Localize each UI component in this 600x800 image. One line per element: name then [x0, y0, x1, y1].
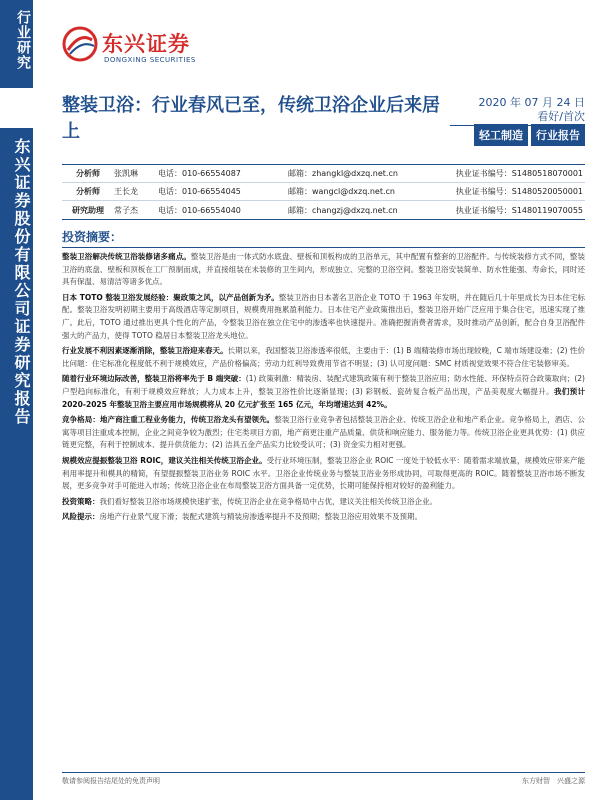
- report-title: 整装卫浴：行业春风已至，传统卫浴企业后来居上: [62, 95, 440, 142]
- paragraph-text: 整装卫浴是由一体式防水底盘、壁板和顶板构成的卫浴单元，其中配置有整套的卫浴配件。与传统装修方式不同，整装卫浴的底盘、壁板和顶板在工厂预制而成，并直接组装在未装修的卫生间内，形成独立、完整的卫浴空间。整装卫浴安装简单、防水性能强、寿命长，同时还具有保温、易清洁等诸多优点。: [62, 252, 585, 287]
- analyst-email: 邮箱：changzj@dxzq.net.cn: [288, 205, 398, 215]
- analyst-role: 分析师: [76, 169, 100, 178]
- logo-name-en: DONGXING SECURITIES: [104, 56, 196, 64]
- tag-industry: 轻工制造: [474, 124, 528, 146]
- analyst-row: [62, 201, 585, 219]
- section-heading: 投资摘要：: [62, 228, 585, 248]
- tag-report-type: 行业报告: [531, 124, 585, 146]
- analyst-row: [62, 183, 585, 201]
- paragraph-lead: 随着行业环境边际改善，整装卫浴将率先于 B 端突破：: [62, 374, 246, 384]
- sidebar: [0, 0, 33, 800]
- report-tags: [441, 124, 585, 146]
- analyst-email: 邮箱：zhangkl@dxzq.net.cn: [288, 169, 398, 178]
- footer-disclaimer: 敬请参阅报告结尾处的免责声明: [62, 777, 160, 785]
- analyst-phone: 电话：010-66554045: [158, 187, 241, 196]
- sidebar-category-label: 行业研究: [15, 10, 31, 70]
- paragraph-lead: 投资策略：: [62, 496, 100, 506]
- paragraph-lead: 整装卫浴解决传统卫浴装修诸多痛点。: [62, 252, 191, 261]
- paragraph-lead: 风险提示：: [62, 512, 100, 522]
- paragraph-text: 整装卫浴由日本著名卫浴企业 TOTO 于 1963 年发明，并在随后几十年里成长为日本住宅标配。整装卫浴发明初期主要用于高级酒店等定制项目，规模费用拖累盈利能力。日本住宅产业政策推出后，整装卫浴开始广泛应用于集合住宅，迅速实现了推广。此后，TOTO 通过推出更具个性化的产品，令整装卫浴在独立住宅中的渗透率也快速提升。准确把握消费者需求，及时推动产品创新，配合自身卫浴配件强大的产品力，使得 TOTO 稳居日本整装卫浴龙头地位。: [62, 292, 585, 340]
- footer-slogan: 东方财智 兴盛之源: [522, 777, 585, 785]
- paragraph-text: 受行业环境压制，整装卫浴企业 ROIC 一度处于较低水平：随着需求端放量，规模效应带来产能利用率提升和模具的精简，有望提振整装卫浴业务 ROIC 水平。卫浴企业传统业务与整装卫浴业务形成协同，可取得更高的 ROIC。随着整装卫浴市场不断发展，更多竞争对手可能进入市场；传统卫浴企业在布局整装卫浴方面具备一定优势，长期可能保持相对较好的盈利能力。: [62, 455, 585, 491]
- logo-name-cn: 东兴证券: [102, 32, 190, 56]
- analyst-name: 王长龙: [114, 187, 138, 196]
- paragraph-text: 整装卫浴行业竞争者包括整装卫浴企业、传统卫浴企业和地产系企业。竞争格局上，酒店、公寓等项目注重成本控制，企业之间竞争较为激烈；住宅类项目方面，地产商更注重产品质量、供货和响应能力、服务能力等。传统卫浴企业更具优势：(1) 供应链更完整，有利于控制成本、提升供货能力；(2) 洁具五金产品实力比较受认可；(3) 资金实力相对更强。: [62, 415, 586, 450]
- summary-paragraph: [62, 455, 585, 493]
- analyst-row: [62, 165, 585, 183]
- analyst-cert: 执业证书编号：S1480518070001: [455, 169, 583, 178]
- paragraph-lead: 行业发展不利因素逐渐消除，整装卫浴迎来春天。: [62, 346, 228, 356]
- analyst-name: 常子杰: [114, 205, 138, 215]
- analyst-role: 分析师: [76, 187, 100, 196]
- summary-paragraph: [62, 511, 585, 524]
- page-footer: [62, 772, 585, 788]
- report-rating: 看好/首次: [450, 108, 585, 126]
- paragraph-text: 房地产行业景气度下滑；装配式建筑与精装房渗透率提升不及预期；整装卫浴应用效果不及预期。: [99, 512, 422, 522]
- summary-body: [62, 251, 585, 527]
- summary-paragraph: [62, 414, 585, 452]
- paragraph-text: (1) 政策刺激：精装房、装配式建筑政策有利于整装卫浴应用；防水性能、环保特点符合政策取向；(2) 户型趋向标准化，有利于规模效应释放；人力成本上升，整装卫浴性价比逐渐显现；(3) 彩钢板、瓷砖复合板产品出现，产品美观度大幅提升。: [62, 374, 585, 396]
- summary-paragraph: [62, 292, 585, 342]
- summary-paragraph: [62, 373, 585, 411]
- summary-paragraph: [62, 496, 585, 509]
- paragraph-lead: 规模效应提振整装卫浴 ROIC，建议关注相关传统卫浴企业。: [62, 455, 267, 465]
- analyst-email: 邮箱：wangcl@dxzq.net.cn: [288, 187, 395, 196]
- paragraph-text: 长期以来，我国整装卫浴渗透率很低，主要由于：(1) B 端精装修市场出现较晚，C 端市场建设难；(2) 性价比问题：住宅标准化程度低不利于规模效应，产品价格偏高；劳动力红利导致费用节省不明显；(3) 认可度问题：SMC 材质视觉效果不符合住宅装修审美。: [62, 346, 585, 368]
- paragraph-conclusion: 我们预计 2020-2025 年整装卫浴主要应用市场规模将从 20 亿元扩张至 165 亿元，年均增速达到 42%。: [62, 386, 585, 409]
- paragraph-lead: 日本 TOTO 整装卫浴发展经验：聚政策之风，以产品创新为矛。: [62, 292, 279, 302]
- summary-paragraph: [62, 251, 585, 289]
- paragraph-lead: 竞争格局：地产商注重工程业务能力，传统卫浴龙头有望领先。: [62, 415, 275, 425]
- analyst-phone: 电话：010-66554087: [158, 169, 241, 178]
- paragraph-text: 我们看好整装卫浴市场规模快速扩张，传统卫浴企业在竞争格局中占优，建议关注相关传统卫浴企业。: [99, 496, 437, 506]
- logo-mark-icon: [62, 26, 98, 62]
- company-logo: [62, 26, 232, 72]
- analyst-table: [62, 164, 585, 220]
- sidebar-company-label: 东兴证券股份有限公司证券研究报告: [12, 138, 31, 426]
- analyst-phone: 电话：010-66554040: [158, 205, 241, 215]
- summary-paragraph: [62, 345, 585, 370]
- analyst-name: 张凯琳: [114, 169, 138, 178]
- analyst-cert: 执业证书编号：S1480119070055: [455, 205, 583, 215]
- report-date: 2020 年 07 月 24 日: [478, 96, 585, 109]
- analyst-cert: 执业证书编号：S1480520050001: [455, 187, 583, 196]
- analyst-role: 研究助理: [72, 205, 104, 215]
